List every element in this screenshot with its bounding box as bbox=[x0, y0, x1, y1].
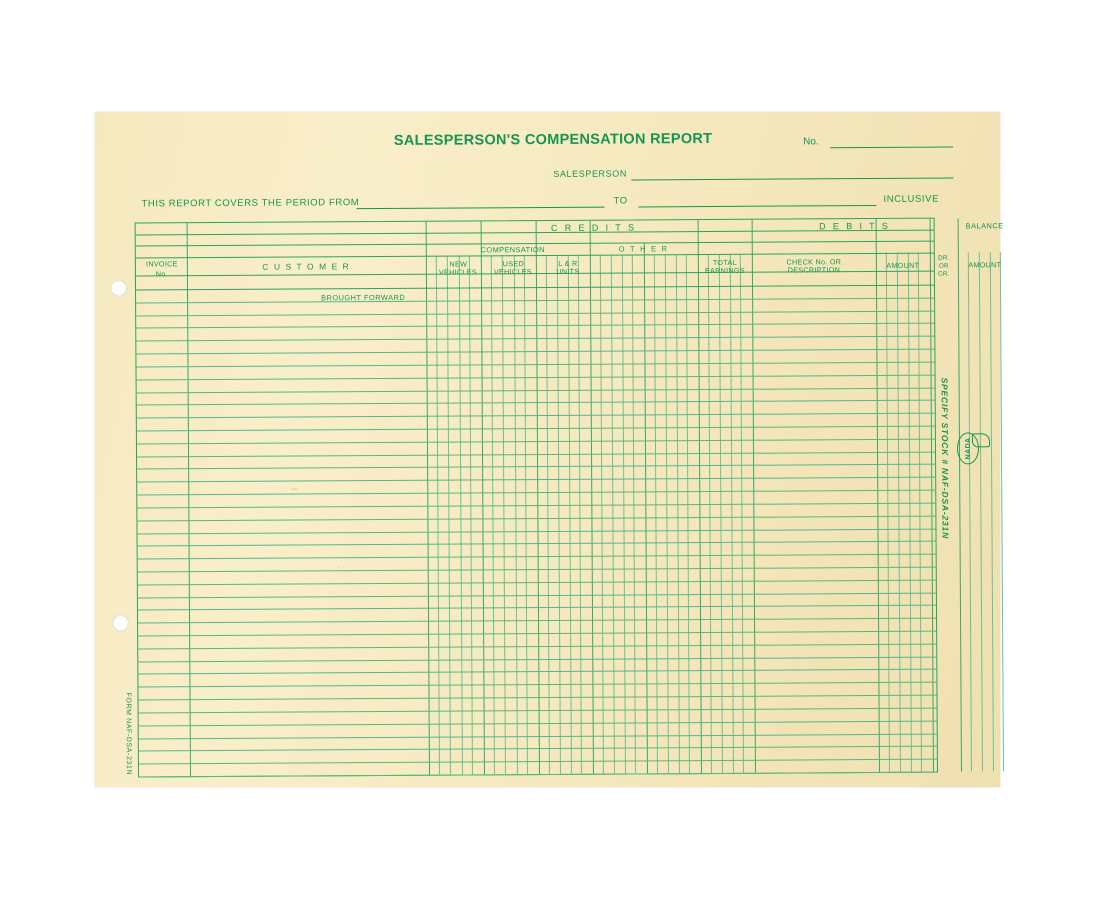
subheader-compensation: COMPENSATION bbox=[480, 245, 545, 255]
specify-stock-text: SPECIFY STOCK # NAF-DSA-231N bbox=[939, 377, 951, 540]
group-header-debits: D E B I T S bbox=[819, 220, 891, 232]
column-header-amount-debits: AMOUNT bbox=[886, 260, 920, 270]
table-row[interactable] bbox=[137, 464, 935, 470]
pencil-mark: · bbox=[337, 565, 340, 572]
salesperson-label: SALESPERSON bbox=[553, 168, 627, 179]
column-header-used-vehicles-line1: USED bbox=[502, 259, 524, 269]
table-row[interactable] bbox=[138, 528, 936, 534]
report-number-field[interactable] bbox=[830, 147, 953, 149]
table-row[interactable] bbox=[138, 541, 936, 547]
punch-hole-top bbox=[110, 280, 127, 297]
nada-logo-icon bbox=[950, 429, 990, 465]
nada-logo-label: NADA bbox=[964, 437, 972, 460]
table-row[interactable] bbox=[137, 515, 935, 521]
column-header-invoice-no-line2: No. bbox=[155, 269, 168, 279]
table-row[interactable] bbox=[137, 477, 935, 483]
period-to-label: TO bbox=[613, 195, 628, 207]
pencil-mark: — bbox=[291, 486, 298, 493]
column-header-check-no-line1: CHECK No. OR bbox=[786, 257, 842, 267]
subheader-other: O T H E R bbox=[618, 244, 669, 254]
column-header-invoice-no-line1: INVOICE bbox=[146, 259, 178, 269]
period-from-field[interactable] bbox=[357, 207, 605, 210]
column-header-total-earnings-line2: EARNINGS bbox=[704, 265, 745, 276]
table-row[interactable] bbox=[138, 656, 936, 662]
table-row[interactable] bbox=[138, 579, 936, 585]
report-number-label: No. bbox=[803, 136, 819, 148]
brought-forward-label: BROUGHT FORWARD bbox=[321, 292, 406, 303]
column-header-lr-units-line1: L & R bbox=[558, 258, 578, 268]
column-header-new-vehicles-line2: VEHICLES bbox=[438, 267, 477, 277]
form-code-text: FORM NAF-DSA-231N bbox=[124, 692, 132, 776]
table-row[interactable] bbox=[138, 643, 936, 649]
period-to-field[interactable] bbox=[639, 205, 877, 207]
table-row[interactable] bbox=[137, 490, 935, 496]
table-row[interactable] bbox=[137, 502, 935, 508]
table-row[interactable] bbox=[138, 618, 936, 624]
group-header-balance: BALANCE bbox=[965, 221, 1004, 231]
table-row[interactable] bbox=[138, 592, 936, 598]
column-header-dr-or-cr-line1: DR. bbox=[938, 254, 950, 262]
inclusive-label: INCLUSIVE bbox=[883, 193, 940, 205]
column-header-new-vehicles-line1: NEW bbox=[449, 259, 468, 269]
nada-flag-icon bbox=[972, 433, 990, 447]
group-header-credits: C R E D I T S bbox=[550, 222, 637, 233]
page-title: SALESPERSON'S COMPENSATION REPORT bbox=[393, 130, 713, 149]
table-row[interactable] bbox=[138, 669, 936, 675]
table-row[interactable] bbox=[138, 567, 936, 573]
column-header-check-no-line2: DESCRIPTION bbox=[787, 265, 841, 275]
column-header-dr-or-cr-line2: OR bbox=[938, 262, 949, 270]
column-header-lr-units-line2: UNITS bbox=[556, 266, 580, 276]
table-row[interactable] bbox=[138, 554, 936, 560]
period-from-label: THIS REPORT COVERS THE PERIOD FROM bbox=[141, 197, 360, 210]
form-inner-canvas bbox=[93, 109, 1002, 790]
salesperson-field[interactable] bbox=[631, 178, 953, 181]
table-row[interactable] bbox=[137, 451, 935, 457]
table-row[interactable] bbox=[138, 605, 936, 611]
column-header-used-vehicles-line2: VEHICLES bbox=[493, 267, 532, 277]
column-header-customer: C U S T O M E R bbox=[262, 261, 351, 272]
punch-hole-bottom bbox=[112, 615, 129, 632]
table-row[interactable] bbox=[138, 682, 936, 688]
compensation-report-form bbox=[95, 112, 1004, 787]
column-header-amount-balance: AMOUNT bbox=[968, 260, 1002, 270]
table-row[interactable] bbox=[138, 631, 936, 637]
column-header-total-earnings-line1: TOTAL bbox=[712, 257, 737, 267]
column-header-dr-or-cr-line3: CR. bbox=[938, 270, 950, 278]
